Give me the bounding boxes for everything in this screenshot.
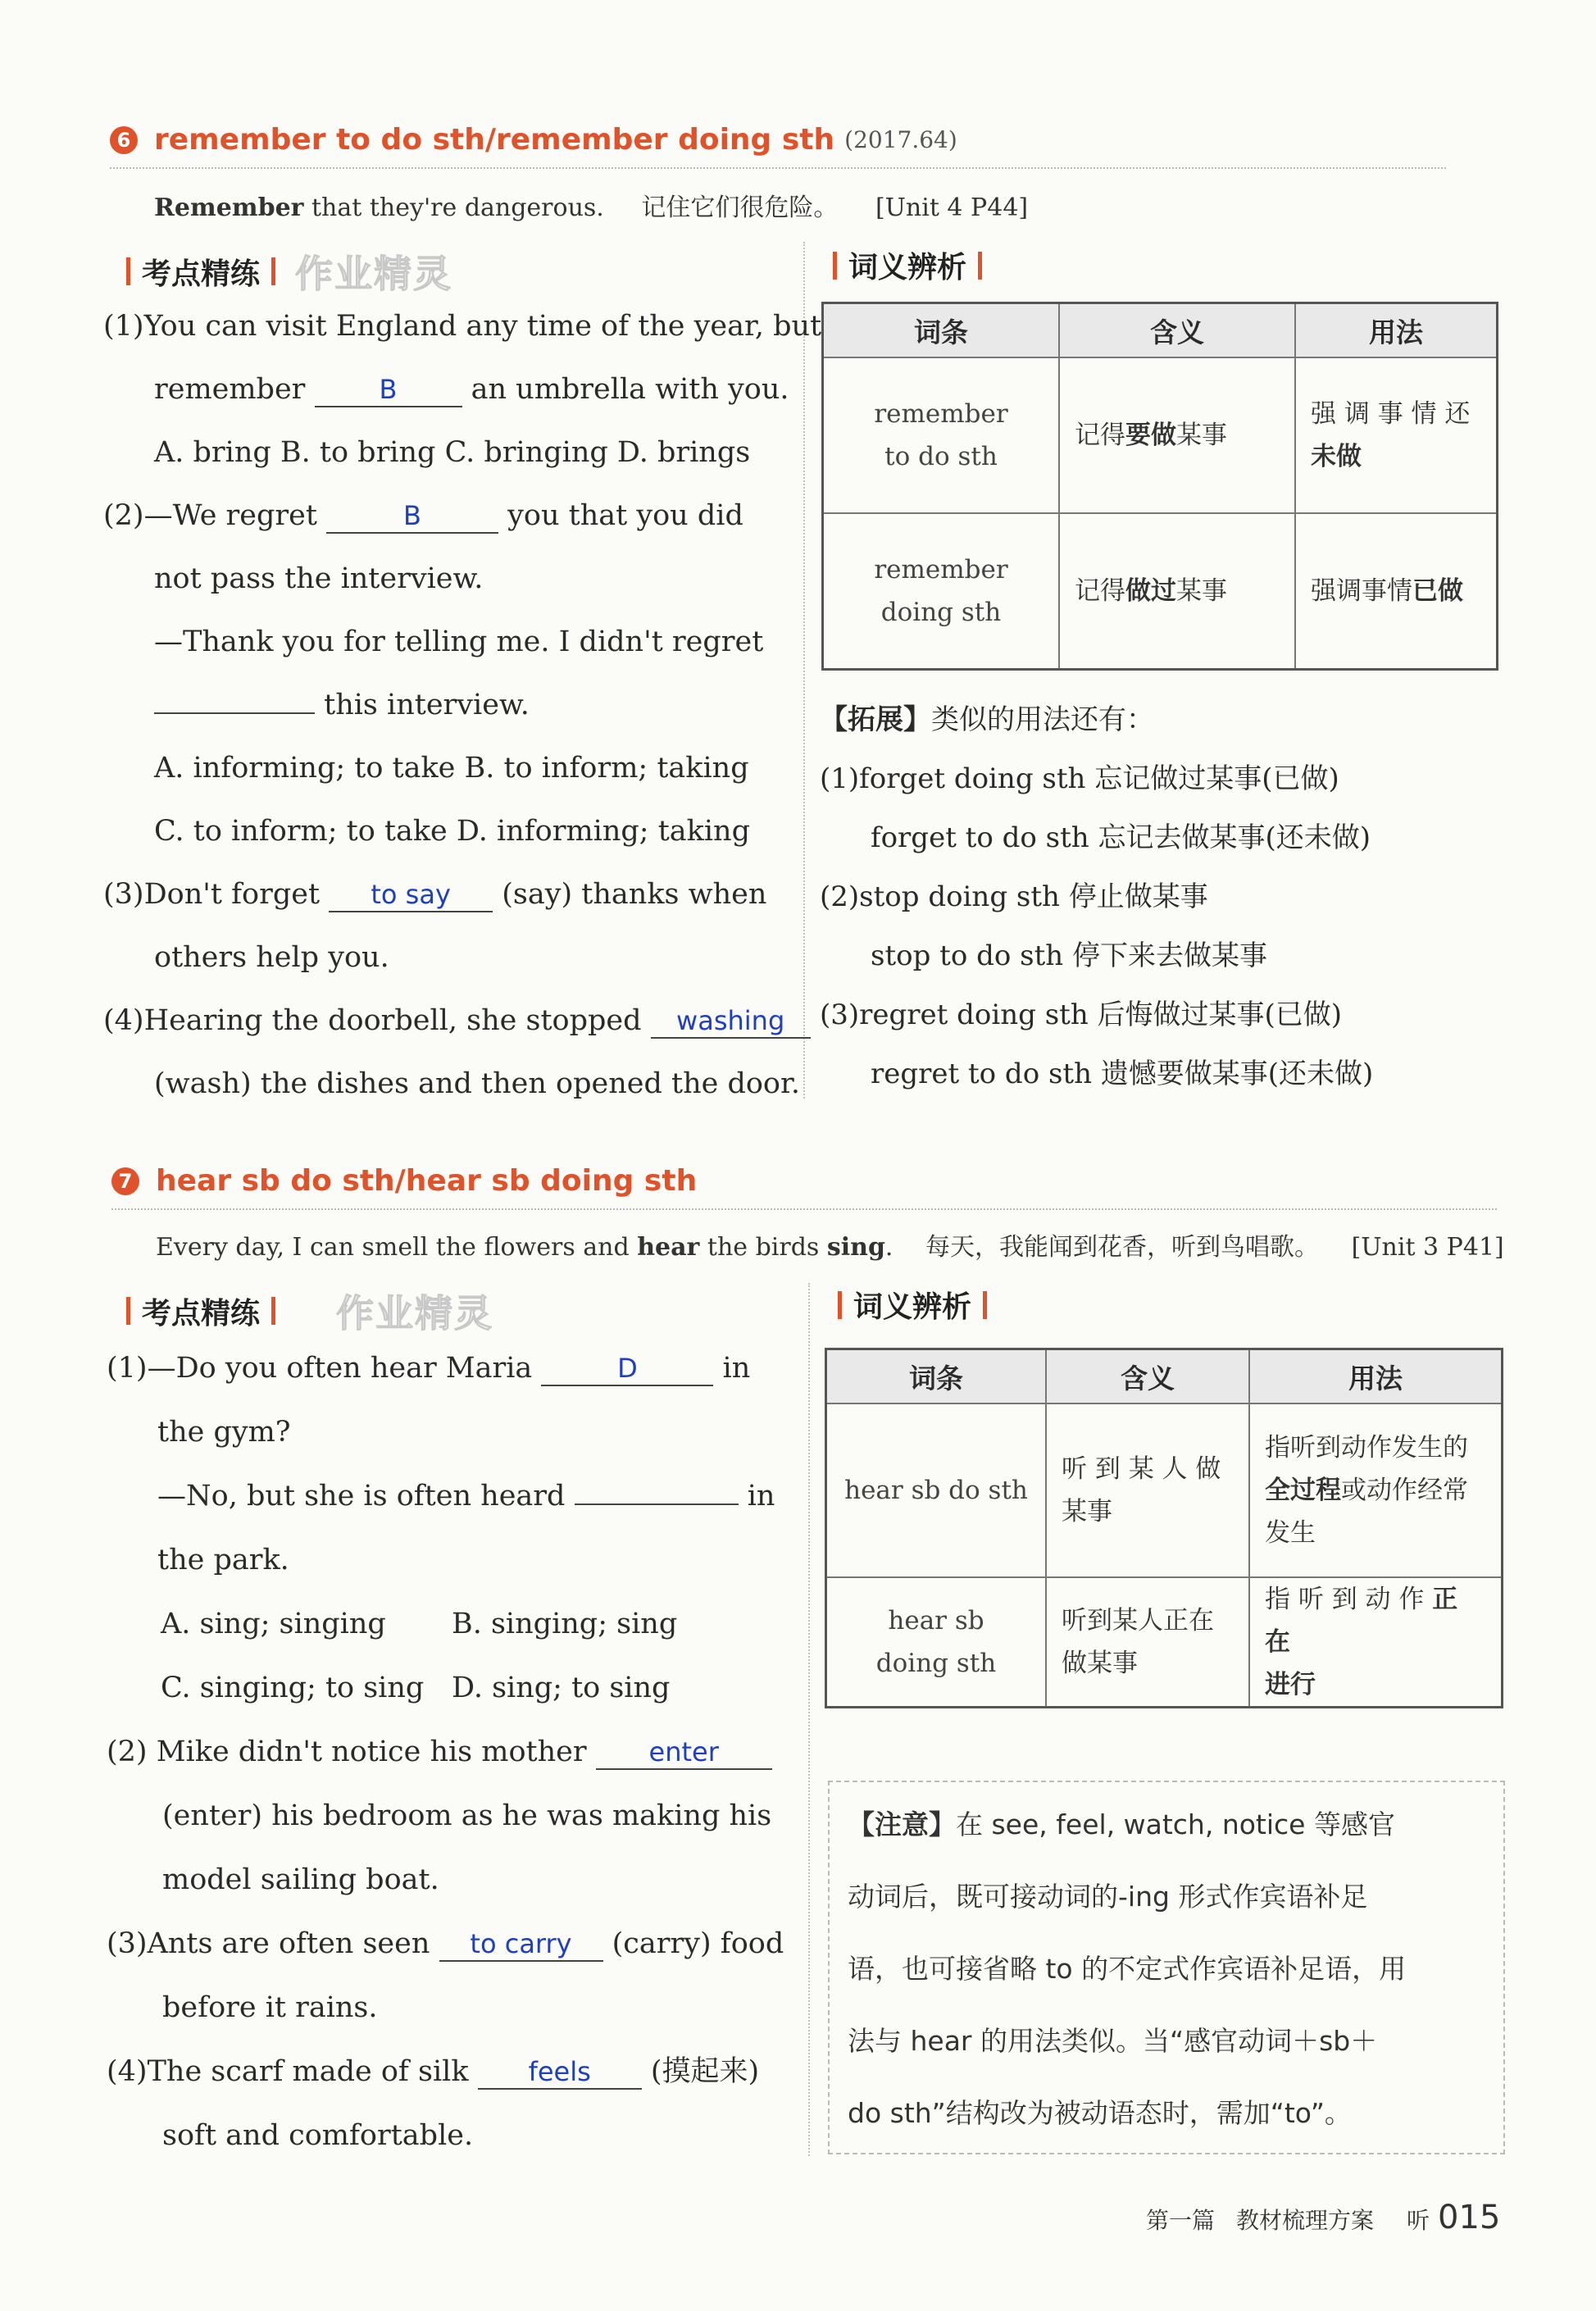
q4-line2: soft and comfortable. [162, 2119, 474, 2152]
section-title: remember to do sth/remember doing sth [154, 123, 835, 157]
extension-block: 【拓展】类似的用法还有： (1)forget doing sth 忘记做过某事(已做) forget to do sth 忘记去做某事(还未做) (2)stop doing sth 停止做某事 stop to do sth 停下来去做某事 (3)regret doing sth 后悔做过某事(已做) regret to do sth 遗憾要做某事(还未做) [820, 690, 1492, 1103]
q2-line4: this interview. [103, 674, 792, 737]
answer-blank[interactable]: to say [329, 878, 493, 912]
q1-line2: remember B an umbrella with you. [154, 373, 789, 406]
answer-blank[interactable]: B [326, 499, 498, 534]
extension-label: 【拓展】 [820, 703, 931, 736]
q4-line1: (4)Hearing the doorbell, she stopped washing [103, 989, 792, 1053]
meaning-table [825, 1348, 1503, 1708]
extension-line: stop to do sth 停下来去做某事 [871, 939, 1267, 972]
q2-line3: model sailing boat. [162, 1863, 439, 1896]
q2-line3: —Thank you for telling me. I didn't regret [154, 626, 764, 658]
table-row: hear sb doing sth 听到某人正在 做某事 指 听 到 动 作 正 在 进行 [826, 1577, 1503, 1708]
answer-blank[interactable]: washing [651, 1004, 811, 1039]
footer-title: 教材梳理方案 [1236, 2207, 1375, 2234]
q3-line2: others help you. [154, 941, 389, 974]
table-row: hear sb do sth 听 到 某 人 做 某事 指听到动作发生的 全过程或动作经常 发生 [826, 1403, 1503, 1577]
footer-part: 第一篇 [1146, 2207, 1216, 2234]
page-footer [1146, 2199, 1500, 2236]
section-title: hear sb do sth/hear sb doing sth [156, 1164, 698, 1198]
q1-line4: the park. [157, 1544, 289, 1576]
table-header: 含义 [1046, 1349, 1249, 1404]
q1-options: A. bring B. to bring C. bringing D. brings [154, 436, 751, 469]
column-divider [803, 242, 805, 1099]
divider [110, 167, 1446, 169]
meaning-table [821, 302, 1498, 671]
question-list [103, 295, 822, 1116]
page-number: 015 [1438, 2199, 1501, 2236]
extension-line: (2)stop doing sth 停止做某事 [820, 880, 1208, 913]
extension-line: forget to do sth 忘记去做某事(还未做) [871, 821, 1371, 854]
q4-line1: (4)The scarf made of silk feels (摸起来) [107, 2055, 760, 2088]
example-sentence: Every day, I can smell the flowers and hear the birds sing. 每天，我能闻到花香，听到鸟唱歌。 [Unit 3 P41] [156, 1233, 1504, 1262]
q3-line1: (3)Don't forget to say (say) thanks when [103, 878, 767, 911]
table-header: 用法 [1249, 1349, 1503, 1404]
answer-blank[interactable]: enter [596, 1736, 772, 1770]
answer-blank[interactable]: B [315, 373, 462, 407]
exam-tag: (2017.64) [844, 126, 957, 153]
q2-line2: (enter) his bedroom as he was making his [162, 1799, 772, 1832]
q1-line3: —No, but she is often heard in [157, 1480, 775, 1513]
q2-options-2: C. to inform; to take D. informing; taking [154, 815, 750, 848]
answer-blank[interactable]: to carry [439, 1927, 603, 1962]
extension-line: (1)forget doing sth 忘记做过某事(已做) [820, 762, 1339, 795]
table-header: 含义 [1059, 303, 1295, 358]
q1-line1: (1)You can visit England any time of the year, but [103, 310, 822, 343]
answer-blank[interactable] [154, 712, 315, 714]
practice-label: 考点精练 作业精灵 [115, 1284, 493, 1338]
divider [111, 1208, 1497, 1210]
table-row: remember doing sth 记得做过某事 强调事情已做 [823, 513, 1498, 669]
analysis-label: 词义辨析 [826, 1284, 998, 1326]
section-7-header [111, 1164, 697, 1198]
example-sentence: Remember that they're dangerous. 记住它们很危险。 [Unit 4 P44] [154, 193, 1029, 222]
q3-line2: before it rains. [162, 1991, 378, 2024]
q2-line2: not pass the interview. [154, 562, 484, 595]
q1-line2: the gym? [157, 1416, 291, 1449]
q1-options-1: A. sing; singing B. singing; sing [161, 1608, 678, 1640]
watermark: 作业精灵 [295, 252, 453, 296]
column-divider [808, 1283, 810, 2156]
q2-line1: (2)—We regret B you that you did [103, 499, 743, 532]
q2-line1: (2) Mike didn't notice his mother enter [107, 1720, 795, 1784]
note-label: 【注意】 [848, 1808, 956, 1840]
answer-blank[interactable]: feels [478, 2055, 642, 2090]
q2-options-1: A. informing; to take B. to inform; taking [154, 752, 749, 785]
question-list [107, 1336, 795, 2168]
extension-line: regret to do sth 遗憾要做某事(还未做) [871, 1058, 1374, 1090]
section-number: 6 [110, 126, 138, 154]
table-header: 词条 [826, 1349, 1047, 1404]
table-row: remember to do sth 记得要做某事 强 调 事 情 还 未做 [823, 357, 1498, 513]
table-header: 词条 [823, 303, 1060, 358]
table-header: 用法 [1295, 303, 1498, 358]
note-box: 【注意】在 see, feel, watch, notice 等感官 动词后，既可接动词的-ing 形式作宾语补足 语，也可接省略 to 的不定式作宾语补足语，用 法与 hear 的用法类似。当“感官动词＋sb＋ do sth”结构改为被动语态时，需加“to”。 [828, 1781, 1505, 2154]
answer-blank[interactable] [575, 1504, 739, 1505]
practice-label: 考点精练 作业精灵 [115, 244, 452, 298]
q1-options-2: C. singing; to sing D. sing; to sing [161, 1672, 671, 1704]
q4-line2: (wash) the dishes and then opened the door. [154, 1067, 801, 1100]
watermark: 作业精灵 [336, 1291, 494, 1335]
q1-line1: (1)—Do you often hear Maria D in [107, 1352, 751, 1385]
footer-section: 听 [1407, 2207, 1430, 2234]
section-number: 7 [111, 1167, 139, 1195]
answer-blank[interactable]: D [541, 1352, 713, 1386]
extension-line: (3)regret doing sth 后悔做过某事(已做) [820, 999, 1343, 1031]
section-6-header [110, 123, 957, 157]
analysis-label: 词义辨析 [821, 244, 994, 286]
q3-line1: (3)Ants are often seen to carry (carry) food [107, 1927, 784, 1960]
